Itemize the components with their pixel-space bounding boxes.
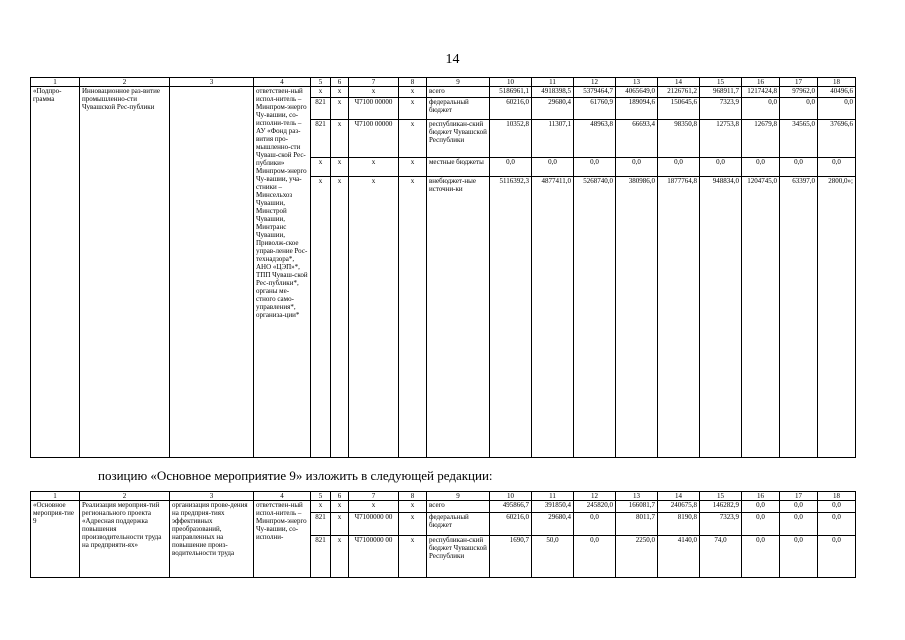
table-cell: 0,0 xyxy=(818,157,856,176)
col-number: 4 xyxy=(254,78,311,87)
table-cell: 0,0 xyxy=(742,512,780,535)
col-number: 5 xyxy=(311,492,331,501)
table-cell: x xyxy=(311,157,331,176)
col-number: 3 xyxy=(170,492,254,501)
table-cell: 2250,0 xyxy=(616,535,658,577)
table-cell: 0,0 xyxy=(490,157,532,176)
table-cell: x xyxy=(331,535,349,577)
table-cell: x xyxy=(399,87,427,98)
col-number: 6 xyxy=(331,78,349,87)
table-cell: 7323,9 xyxy=(700,98,742,119)
col-number: 16 xyxy=(742,78,780,87)
table-cell: 1877764,8 xyxy=(658,176,700,457)
table-cell: 0,0 xyxy=(574,157,616,176)
table-cell: 0,0 xyxy=(742,535,780,577)
column-number-row xyxy=(31,78,856,87)
table-cell: 63397,0 xyxy=(780,176,818,457)
table-cell: x xyxy=(399,501,427,513)
page-number: 14 xyxy=(445,52,460,67)
funding-source-cell: внебюджет-ные источни-ки xyxy=(427,176,490,457)
table-cell: 0,0 xyxy=(780,535,818,577)
table-cell: Ч7100 00000 xyxy=(349,98,399,119)
col-number: 18 xyxy=(818,492,856,501)
col-number: 11 xyxy=(532,78,574,87)
funding-source-cell: республикан-ский бюджет Чувашской Республики xyxy=(427,119,490,157)
table-cell: 948834,0 xyxy=(700,176,742,457)
table-cell: 245820,0 xyxy=(574,501,616,513)
table-cell: 0,0 xyxy=(818,512,856,535)
col-number: 1 xyxy=(31,492,80,501)
col-number: 6 xyxy=(331,492,349,501)
table-cell: Ч7100 00000 xyxy=(349,119,399,157)
table-cell: 0,0 xyxy=(780,512,818,535)
table-cell: 12753,8 xyxy=(700,119,742,157)
table-cell: 66693,4 xyxy=(616,119,658,157)
table-cell: 29680,4 xyxy=(532,512,574,535)
table-cell: 2126761,2 xyxy=(658,87,700,98)
table-cell: 7323,9 xyxy=(700,512,742,535)
table-cell: 0,0 xyxy=(742,501,780,513)
table-cell: 60216,0 xyxy=(490,98,532,119)
table-cell: 60216,0 xyxy=(490,512,532,535)
table-cell: x xyxy=(331,98,349,119)
col-number: 2 xyxy=(80,78,170,87)
col-number: 17 xyxy=(780,492,818,501)
table-cell: 821 xyxy=(311,512,331,535)
table-row xyxy=(31,501,856,513)
col-number: 9 xyxy=(427,492,490,501)
main-activity-table xyxy=(30,491,856,578)
funding-source-cell: федеральный бюджет xyxy=(427,512,490,535)
table-cell: 0,0 xyxy=(818,98,856,119)
table-cell: x xyxy=(399,512,427,535)
col-number: 8 xyxy=(399,492,427,501)
table-cell: x xyxy=(311,501,331,513)
table-cell: 50,0 xyxy=(532,535,574,577)
executors-cell: ответствен-ный испол-нитель – Минпром-энерго Чу-вашии, со-исполни-тель – АУ «Фонд раз-вития про-мышленно-сти Чуваш-ской Рес-публики» Минпром-энерго Чу-вашии, уча-стники – Минсельхоз Чувашии, Минстрой Чувашии, Минтранс Чувашии, Приволж-ское управ-ление Рос-технадзора*, АНО «ЦЭП»*, ТПП Чуваш-ской Рес-публики*, органы ме-стного само-управления*, организа-ции* xyxy=(254,87,311,458)
col-number: 13 xyxy=(616,492,658,501)
table-cell: 11307,1 xyxy=(532,119,574,157)
table-cell: 61760,9 xyxy=(574,98,616,119)
table-cell: 5379464,7 xyxy=(574,87,616,98)
table-cell: x xyxy=(331,512,349,535)
table-cell: Ч7100000 00 xyxy=(349,512,399,535)
table-cell: x xyxy=(349,87,399,98)
table-cell: 166081,7 xyxy=(616,501,658,513)
funding-source-cell: всего xyxy=(427,501,490,513)
table-cell: x xyxy=(349,501,399,513)
col-number: 3 xyxy=(170,78,254,87)
funding-source-cell: всего xyxy=(427,87,490,98)
table-cell: 821 xyxy=(311,535,331,577)
table-cell: 0,0 xyxy=(658,157,700,176)
table-cell: x xyxy=(399,119,427,157)
table-cell: x xyxy=(399,98,427,119)
col-number: 7 xyxy=(349,78,399,87)
table-cell: 240675,8 xyxy=(658,501,700,513)
table-cell: x xyxy=(331,501,349,513)
col-number: 11 xyxy=(532,492,574,501)
table-cell: 0,0 xyxy=(780,98,818,119)
table-cell: 5268740,0 xyxy=(574,176,616,457)
funding-source-cell: федеральный бюджет xyxy=(427,98,490,119)
col-number: 1 xyxy=(31,78,80,87)
table-cell: 821 xyxy=(311,119,331,157)
program-goal-cell xyxy=(170,87,254,458)
subprogram-table xyxy=(30,77,856,458)
col-number: 16 xyxy=(742,492,780,501)
table-cell: 1204745,0 xyxy=(742,176,780,457)
table-cell: 4065649,0 xyxy=(616,87,658,98)
program-goal-cell: организация прове-дения на предприя-тиях эффективных преобразований, направленных на повышение произ-водительности труда xyxy=(170,501,254,578)
col-number: 10 xyxy=(490,492,532,501)
col-number: 7 xyxy=(349,492,399,501)
table-cell: 1217424,8 xyxy=(742,87,780,98)
table-row xyxy=(31,87,856,98)
table-cell: x xyxy=(399,176,427,457)
table-cell: 146282,9 xyxy=(700,501,742,513)
table-cell: 4140,0 xyxy=(658,535,700,577)
table-cell: 0,0 xyxy=(818,501,856,513)
table-cell: 4877411,0 xyxy=(532,176,574,457)
table-cell: 0,0 xyxy=(780,157,818,176)
col-number: 2 xyxy=(80,492,170,501)
table-cell: 380986,0 xyxy=(616,176,658,457)
col-number: 12 xyxy=(574,78,616,87)
table-cell: 0,0 xyxy=(532,157,574,176)
table-cell: 1690,7 xyxy=(490,535,532,577)
table-cell: 189094,6 xyxy=(616,98,658,119)
table-cell: 29680,4 xyxy=(532,98,574,119)
table-cell: 150645,6 xyxy=(658,98,700,119)
col-number: 15 xyxy=(700,492,742,501)
table-cell: 0,0 xyxy=(742,98,780,119)
table-cell: x xyxy=(349,157,399,176)
table-cell: 48963,8 xyxy=(574,119,616,157)
col-number: 8 xyxy=(399,78,427,87)
program-type-cell: «Подпро-грамма xyxy=(31,87,80,458)
table-cell: 40496,6 xyxy=(818,87,856,98)
table-cell: 5116392,3 xyxy=(490,176,532,457)
table-cell: 0,0 xyxy=(574,535,616,577)
col-number: 18 xyxy=(818,78,856,87)
funding-source-cell: республикан-ский бюджет Чувашской Республики xyxy=(427,535,490,577)
table-cell: 8190,8 xyxy=(658,512,700,535)
col-number: 4 xyxy=(254,492,311,501)
col-number: 14 xyxy=(658,492,700,501)
table-cell: x xyxy=(399,535,427,577)
col-number: 12 xyxy=(574,492,616,501)
table-cell: 2800,0»; xyxy=(818,176,856,457)
table-cell: 74,0 xyxy=(700,535,742,577)
table-cell: x xyxy=(331,157,349,176)
table-cell: x xyxy=(349,176,399,457)
program-name-cell: Реализация мероприя-тий регионального проекта «Адресная поддержка повышения производительности труда на предприяти-ях» xyxy=(80,501,170,578)
col-number: 9 xyxy=(427,78,490,87)
table-cell: 0,0 xyxy=(616,157,658,176)
table-cell: 34565,0 xyxy=(780,119,818,157)
table-cell: 821 xyxy=(311,98,331,119)
table-cell: 5186961,1 xyxy=(490,87,532,98)
table-cell: x xyxy=(399,157,427,176)
table-cell: Ч7100000 00 xyxy=(349,535,399,577)
program-name-cell: Инновационное раз-витие промышленно-сти Чувашской Рес-публики xyxy=(80,87,170,458)
table-cell: 97962,0 xyxy=(780,87,818,98)
col-number: 5 xyxy=(311,78,331,87)
column-number-row xyxy=(31,492,856,501)
table-cell: 391850,4 xyxy=(532,501,574,513)
executors-cell: ответствен-ный испол-нитель – Минпром-энерго Чу-вашии, со-исполни- xyxy=(254,501,311,578)
table-cell: 98350,8 xyxy=(658,119,700,157)
table-cell: 495866,7 xyxy=(490,501,532,513)
table-cell: x xyxy=(331,119,349,157)
table-cell: x xyxy=(331,87,349,98)
program-type-cell: «Основное мероприя-тие 9 xyxy=(31,501,80,578)
table-cell: x xyxy=(311,87,331,98)
table-cell: 0,0 xyxy=(700,157,742,176)
table-cell: 0,0 xyxy=(780,501,818,513)
table-cell: 37696,6 xyxy=(818,119,856,157)
table-cell: 4918398,5 xyxy=(532,87,574,98)
table-cell: x xyxy=(311,176,331,457)
table-cell: 968911,7 xyxy=(700,87,742,98)
table-cell: 0,0 xyxy=(742,157,780,176)
table-cell: 8011,7 xyxy=(616,512,658,535)
amendment-sentence: позицию «Основное мероприятие 9» изложить в следующей редакции: xyxy=(98,468,493,483)
col-number: 10 xyxy=(490,78,532,87)
funding-source-cell: местные бюджеты xyxy=(427,157,490,176)
col-number: 15 xyxy=(700,78,742,87)
table-cell: 10352,8 xyxy=(490,119,532,157)
col-number: 13 xyxy=(616,78,658,87)
table-cell: 0,0 xyxy=(818,535,856,577)
col-number: 17 xyxy=(780,78,818,87)
table-cell: 0,0 xyxy=(574,512,616,535)
table-cell: 12679,8 xyxy=(742,119,780,157)
col-number: 14 xyxy=(658,78,700,87)
table-cell: x xyxy=(331,176,349,457)
